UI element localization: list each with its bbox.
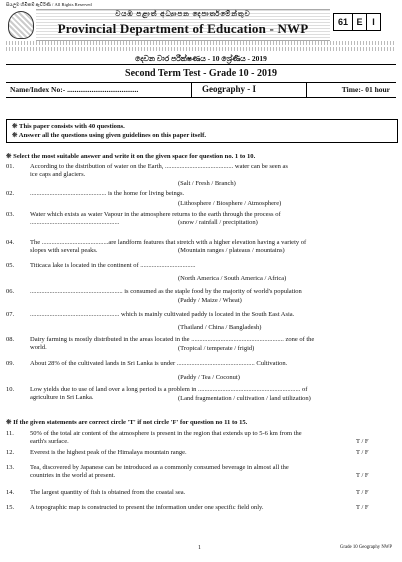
page-number: 1 xyxy=(198,545,201,551)
candidate-info-row xyxy=(6,82,396,98)
question-number: 13. xyxy=(6,464,15,471)
true-false-choice: T / F xyxy=(356,472,369,479)
subject-label: Geography - I xyxy=(202,84,256,94)
decorative-band-bottom xyxy=(6,47,396,51)
question-text: ............................................... is the home for living beings. xyxy=(30,190,185,197)
question-text: 50% of the total air content of the atmosphere is present in the region that extends up to 5-6 km from the xyxy=(30,430,302,437)
divider xyxy=(191,82,192,97)
question-text: The .........................................are landform features that stretch with a higher elevation having a variety of xyxy=(30,239,307,246)
question-number: 06. xyxy=(6,288,15,295)
question-text: ....................................................... xyxy=(30,219,120,226)
true-false-choice: T / F xyxy=(356,438,369,445)
true-false-choice: T / F xyxy=(356,504,369,511)
question-number: 03. xyxy=(6,211,15,218)
question-number: 09. xyxy=(6,360,15,367)
name-index-field: Name/Index No:- ...................................... xyxy=(10,85,139,94)
question-number: 12. xyxy=(6,449,15,456)
question-number: 11. xyxy=(6,430,14,437)
section-heading-mcq: ❊ Select the most suitable answer and write it on the given space for question no. 1 to 10. xyxy=(6,153,256,160)
paper-code-number: 61 xyxy=(333,13,353,31)
question-text: Everest is the highest peak of the Himalaya mountain range. xyxy=(30,449,187,456)
question-text: slopes with several peaks. xyxy=(30,247,98,254)
question-text: ......................................................... is consumed as the staple food by the majority of world's population xyxy=(30,288,302,295)
banner-title: Provincial Department of Education - NWP xyxy=(57,21,309,36)
question-number: 07. xyxy=(6,311,15,318)
instruction-item: ❊ Answer all the questions using given guidelines on this paper itself. xyxy=(12,132,206,139)
paper-code-part: I xyxy=(366,13,381,31)
question-number: 08. xyxy=(6,336,15,343)
question-text: Tea, discovered by Japanese can be introduced as a commonly consumed beverage in almost all the xyxy=(30,464,289,471)
answer-options: (Paddy / Tea / Coconut) xyxy=(178,374,240,381)
decorative-band-top xyxy=(6,41,396,45)
answer-options: (Mountain ranges / plateaus / mountains) xyxy=(178,247,285,254)
question-text: ice caps and glaciers. xyxy=(30,171,86,178)
provincial-emblem-icon xyxy=(8,11,34,39)
question-number: 15. xyxy=(6,504,15,511)
question-text: The largest quantity of fish is obtained from the coastal sea. xyxy=(30,489,186,496)
question-text: Water which exists as water Vapour in the atmosphere returns to the earth through the process of xyxy=(30,211,281,218)
true-false-choice: T / F xyxy=(356,489,369,496)
answer-options: (Thailand / China / Bangladesh) xyxy=(178,324,262,331)
answer-options: (Paddy / Maize / Wheat) xyxy=(178,297,242,304)
answer-options: (North America / South America / Africa) xyxy=(178,275,287,282)
question-text: Dairy farming is mostly distributed in the areas located in the ......................................................... zone of the xyxy=(30,336,315,343)
exam-sinhala-title: දෙවන වාර පරීක්ෂණය - 10 ශ්‍රේණිය - 2019 xyxy=(135,54,267,63)
question-text: A topographic map is constructed to present the information under one specific field only. xyxy=(30,504,264,511)
instructions-box xyxy=(6,119,398,143)
answer-options: (Salt / Fresh / Branch) xyxy=(178,180,236,187)
header-banner xyxy=(36,9,330,41)
question-text: Low yields due to use of land over a long period is a problem in ............................................................... of xyxy=(30,386,308,393)
question-text: About 28% of the cultivated lands in Sri Lanka is under ................................................ Cultivation. xyxy=(30,360,288,367)
true-false-choice: T / F xyxy=(356,449,369,456)
paper-code-medium: E xyxy=(352,13,367,31)
question-number: 04. xyxy=(6,239,15,246)
section-heading-true-false: ❊ If the given statements are correct circle 'T' if not circle 'F' for question no 11 to 15. xyxy=(6,419,248,426)
exam-title: Second Term Test - Grade 10 - 2019 xyxy=(6,64,396,83)
question-number: 05. xyxy=(6,262,15,269)
divider xyxy=(306,82,307,97)
time-label: Time:- 01 hour xyxy=(341,85,390,94)
question-number: 02. xyxy=(6,190,15,197)
question-text: ....................................................... which is mainly cultivated paddy is located in the South East Asia. xyxy=(30,311,295,318)
banner-sinhala-text: වයඹ පළාත් අධ්‍යාපන දෙපාර්තමේන්තුව xyxy=(115,10,251,18)
answer-options: (Land fragmentation / cultivation / land utilization) xyxy=(178,395,311,402)
question-text: earth's surface. xyxy=(30,438,69,445)
question-text: According to the distribution of water on the Earth, .......................................... water can be seen as xyxy=(30,163,288,170)
answer-options: (Lithosphere / Biosphere / Atmosphere) xyxy=(178,200,282,207)
answer-options: (Tropical / temperate / frigid) xyxy=(178,345,255,352)
instruction-item: ❊ This paper consists with 40 questions. xyxy=(12,123,125,130)
question-text: countries in the world at present. xyxy=(30,472,116,479)
question-number: 14. xyxy=(6,489,15,496)
question-number: 10. xyxy=(6,386,15,393)
question-text: world. xyxy=(30,344,47,351)
footer-label: Grade 10 Geography NWP xyxy=(339,545,392,550)
question-number: 01. xyxy=(6,163,15,170)
question-text: agriculture in Sri Lanka. xyxy=(30,394,94,401)
answer-options: (snow / rainfall / precipitation) xyxy=(178,219,258,226)
question-text: Titicaca lake is located in the continent of .................................. xyxy=(30,262,196,269)
rights-notice: සියලුම හිමිකම් ඇවිරිණි / All Rights Reserved xyxy=(6,2,92,7)
